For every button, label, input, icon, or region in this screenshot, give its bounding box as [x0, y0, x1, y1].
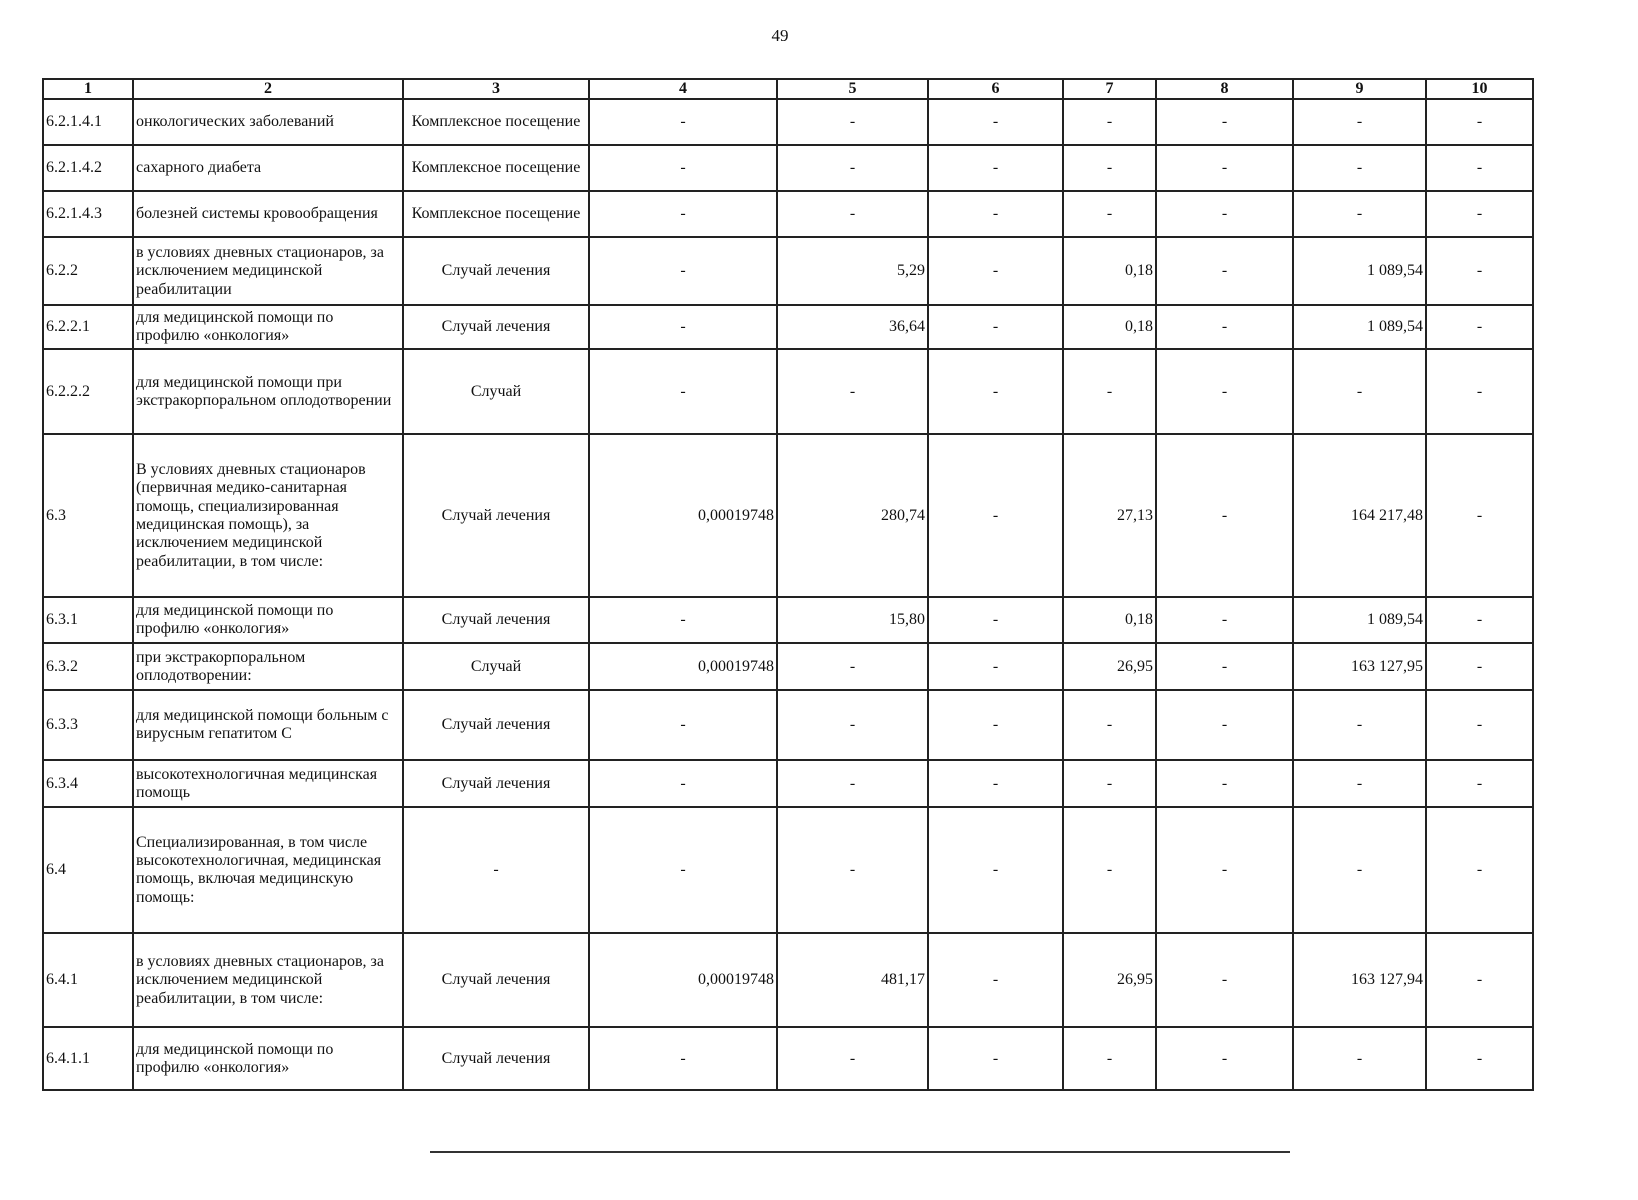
row-unit: Случай лечения [403, 237, 589, 305]
cell-col7: - [1063, 191, 1156, 237]
cell-col5: - [777, 349, 928, 434]
table-row [43, 933, 1533, 1027]
row-description: в условиях дневных стационаров, за исключением медицинской реабилитации, в том числе: [133, 933, 403, 1027]
row-code: 6.4.1.1 [43, 1027, 133, 1090]
cell-col4: - [589, 145, 777, 191]
table-row [43, 690, 1533, 760]
cell-col8: - [1156, 434, 1293, 597]
col-header-7: 7 [1063, 79, 1156, 99]
cell-col4: - [589, 305, 777, 349]
cell-col6: - [928, 807, 1063, 933]
cell-col8: - [1156, 690, 1293, 760]
cell-col4: 0,00019748 [589, 933, 777, 1027]
cell-col5: 280,74 [777, 434, 928, 597]
cell-col6: - [928, 1027, 1063, 1090]
cell-col6: - [928, 760, 1063, 807]
row-description: В условиях дневных стационаров (первичная медико-санитарная помощь, специализированная медицинская помощь), за исключением медицинской реабилитации, в том числе: [133, 434, 403, 597]
cell-col4: - [589, 237, 777, 305]
row-unit: Случай лечения [403, 690, 589, 760]
cell-col7: - [1063, 807, 1156, 933]
cell-col7: 0,18 [1063, 237, 1156, 305]
col-header-4: 4 [589, 79, 777, 99]
data-table [42, 78, 1534, 1091]
cell-col6: - [928, 690, 1063, 760]
row-description: для медицинской помощи по профилю «онкология» [133, 597, 403, 643]
cell-col9: 163 127,95 [1293, 643, 1426, 690]
cell-col10: - [1426, 690, 1533, 760]
cell-col4: - [589, 99, 777, 145]
row-description: для медицинской помощи больным с вирусным гепатитом С [133, 690, 403, 760]
cell-col9: - [1293, 760, 1426, 807]
row-code: 6.2.2.2 [43, 349, 133, 434]
col-header-1: 1 [43, 79, 133, 99]
cell-col7: - [1063, 1027, 1156, 1090]
row-code: 6.4 [43, 807, 133, 933]
cell-col7: - [1063, 99, 1156, 145]
row-code: 6.2.2 [43, 237, 133, 305]
cell-col9: 164 217,48 [1293, 434, 1426, 597]
table-row [43, 643, 1533, 690]
cell-col6: - [928, 237, 1063, 305]
cell-col7: 0,18 [1063, 305, 1156, 349]
cell-col4: 0,00019748 [589, 434, 777, 597]
table-row [43, 237, 1533, 305]
col-header-6: 6 [928, 79, 1063, 99]
row-unit: Случай лечения [403, 933, 589, 1027]
col-header-10: 10 [1426, 79, 1533, 99]
cell-col9: 1 089,54 [1293, 597, 1426, 643]
row-unit: Случай лечения [403, 760, 589, 807]
cell-col5: - [777, 807, 928, 933]
row-unit: Случай лечения [403, 1027, 589, 1090]
row-description: для медицинской помощи по профилю «онкология» [133, 1027, 403, 1090]
cell-col10: - [1426, 191, 1533, 237]
row-description: онкологических заболеваний [133, 99, 403, 145]
row-code: 6.3 [43, 434, 133, 597]
cell-col9: - [1293, 690, 1426, 760]
cell-col8: - [1156, 760, 1293, 807]
row-unit: Комплексное посещение [403, 191, 589, 237]
row-code: 6.2.1.4.3 [43, 191, 133, 237]
cell-col10: - [1426, 1027, 1533, 1090]
row-code: 6.3.3 [43, 690, 133, 760]
cell-col5: - [777, 760, 928, 807]
cell-col8: - [1156, 597, 1293, 643]
cell-col8: - [1156, 191, 1293, 237]
table-row [43, 760, 1533, 807]
cell-col6: - [928, 305, 1063, 349]
cell-col10: - [1426, 305, 1533, 349]
row-code: 6.3.4 [43, 760, 133, 807]
cell-col7: - [1063, 145, 1156, 191]
cell-col4: - [589, 349, 777, 434]
col-header-9: 9 [1293, 79, 1426, 99]
cell-col6: - [928, 434, 1063, 597]
cell-col6: - [928, 643, 1063, 690]
row-description: сахарного диабета [133, 145, 403, 191]
cell-col9: 163 127,94 [1293, 933, 1426, 1027]
row-description: Специализированная, в том числе высокотехнологичная, медицинская помощь, включая медицинскую помощь: [133, 807, 403, 933]
row-unit: - [403, 807, 589, 933]
cell-col6: - [928, 99, 1063, 145]
cell-col10: - [1426, 145, 1533, 191]
cell-col5: - [777, 99, 928, 145]
cell-col9: 1 089,54 [1293, 237, 1426, 305]
table-row [43, 145, 1533, 191]
row-code: 6.2.2.1 [43, 305, 133, 349]
table-row [43, 99, 1533, 145]
cell-col5: - [777, 1027, 928, 1090]
table-row [43, 349, 1533, 434]
row-description: для медицинской помощи при экстракорпоральном оплодотворении [133, 349, 403, 434]
cell-col10: - [1426, 349, 1533, 434]
cell-col7: 26,95 [1063, 933, 1156, 1027]
cell-col7: 27,13 [1063, 434, 1156, 597]
row-unit: Случай лечения [403, 597, 589, 643]
cell-col7: - [1063, 690, 1156, 760]
cell-col6: - [928, 191, 1063, 237]
cell-col4: - [589, 690, 777, 760]
row-code: 6.3.1 [43, 597, 133, 643]
table-row [43, 305, 1533, 349]
cell-col4: - [589, 191, 777, 237]
row-code: 6.2.1.4.2 [43, 145, 133, 191]
cell-col10: - [1426, 933, 1533, 1027]
cell-col5: - [777, 690, 928, 760]
table-row [43, 1027, 1533, 1090]
cell-col9: - [1293, 191, 1426, 237]
cell-col6: - [928, 145, 1063, 191]
cell-col8: - [1156, 145, 1293, 191]
bottom-divider [430, 1151, 1290, 1153]
cell-col5: 481,17 [777, 933, 928, 1027]
cell-col5: - [777, 643, 928, 690]
cell-col10: - [1426, 434, 1533, 597]
header-row [43, 79, 1533, 99]
cell-col6: - [928, 597, 1063, 643]
cell-col9: 1 089,54 [1293, 305, 1426, 349]
cell-col5: - [777, 191, 928, 237]
page-number: 49 [771, 26, 789, 45]
cell-col8: - [1156, 349, 1293, 434]
row-unit: Случай лечения [403, 434, 589, 597]
col-header-8: 8 [1156, 79, 1293, 99]
row-unit: Случай [403, 643, 589, 690]
col-header-2: 2 [133, 79, 403, 99]
table-row [43, 191, 1533, 237]
row-unit: Случай лечения [403, 305, 589, 349]
row-description: в условиях дневных стационаров, за исключением медицинской реабилитации [133, 237, 403, 305]
cell-col7: - [1063, 760, 1156, 807]
row-description: для медицинской помощи по профилю «онкология» [133, 305, 403, 349]
row-unit: Случай [403, 349, 589, 434]
cell-col5: 5,29 [777, 237, 928, 305]
col-header-3: 3 [403, 79, 589, 99]
table-row [43, 597, 1533, 643]
cell-col8: - [1156, 237, 1293, 305]
cell-col10: - [1426, 760, 1533, 807]
cell-col4: - [589, 760, 777, 807]
cell-col4: - [589, 597, 777, 643]
cell-col8: - [1156, 933, 1293, 1027]
cell-col7: - [1063, 349, 1156, 434]
cell-col8: - [1156, 1027, 1293, 1090]
row-description: болезней системы кровообращения [133, 191, 403, 237]
cell-col4: 0,00019748 [589, 643, 777, 690]
table-row [43, 807, 1533, 933]
cell-col5: 15,80 [777, 597, 928, 643]
cell-col10: - [1426, 99, 1533, 145]
table-row [43, 434, 1533, 597]
row-description: высокотехнологичная медицинская помощь [133, 760, 403, 807]
cell-col4: - [589, 807, 777, 933]
cell-col10: - [1426, 237, 1533, 305]
row-code: 6.2.1.4.1 [43, 99, 133, 145]
cell-col8: - [1156, 305, 1293, 349]
cell-col9: - [1293, 1027, 1426, 1090]
cell-col9: - [1293, 349, 1426, 434]
cell-col5: 36,64 [777, 305, 928, 349]
row-code: 6.4.1 [43, 933, 133, 1027]
row-description: при экстракорпоральном оплодотворении: [133, 643, 403, 690]
row-code: 6.3.2 [43, 643, 133, 690]
cell-col5: - [777, 145, 928, 191]
cell-col8: - [1156, 99, 1293, 145]
cell-col7: 0,18 [1063, 597, 1156, 643]
col-header-5: 5 [777, 79, 928, 99]
cell-col8: - [1156, 643, 1293, 690]
cell-col6: - [928, 349, 1063, 434]
row-unit: Комплексное посещение [403, 99, 589, 145]
cell-col9: - [1293, 807, 1426, 933]
cell-col7: 26,95 [1063, 643, 1156, 690]
cell-col10: - [1426, 597, 1533, 643]
cell-col8: - [1156, 807, 1293, 933]
cell-col9: - [1293, 99, 1426, 145]
cell-col9: - [1293, 145, 1426, 191]
cell-col10: - [1426, 643, 1533, 690]
row-unit: Комплексное посещение [403, 145, 589, 191]
cell-col10: - [1426, 807, 1533, 933]
cell-col6: - [928, 933, 1063, 1027]
cell-col4: - [589, 1027, 777, 1090]
